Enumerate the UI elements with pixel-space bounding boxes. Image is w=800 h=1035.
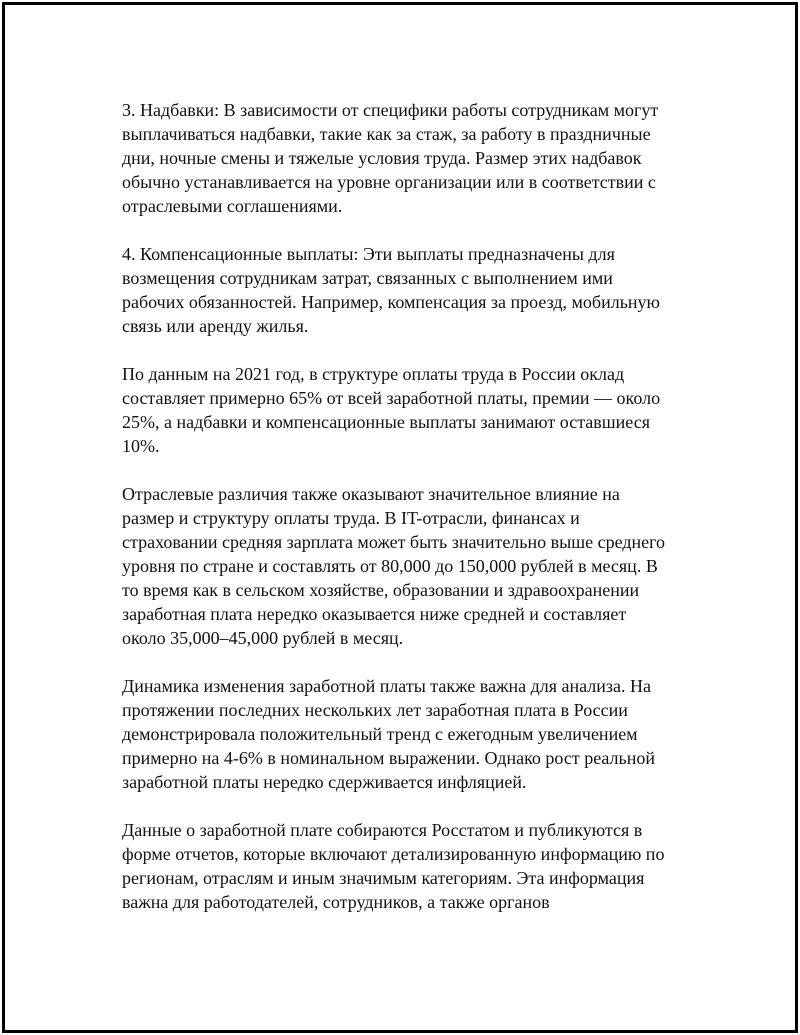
paragraph-wage-dynamics <box>122 674 682 794</box>
paragraph-data-sources <box>122 818 682 914</box>
text-line: Данные о заработной плате собираются Росстатом и публикуются в <box>122 820 643 840</box>
document-body <box>122 98 682 938</box>
text-line: форме отчетов, которые включают детализированную информацию по <box>122 844 665 864</box>
text-line: связь или аренду жилья. <box>122 316 309 336</box>
text-line: дни, ночные смены и тяжелые условия труда. Размер этих надбавок <box>122 148 642 168</box>
text-line: 10%. <box>122 436 160 456</box>
page-frame <box>2 2 798 1033</box>
text-line: примерно на 4-6% в номинальном выражении. Однако рост реальной <box>122 748 656 768</box>
text-line: 25%, а надбавки и компенсационные выплаты занимают оставшиеся <box>122 412 650 432</box>
text-line: страховании средняя зарплата может быть значительно выше среднего <box>122 532 666 552</box>
text-line: По данным на 2021 год, в структуре оплаты труда в России оклад <box>122 364 625 384</box>
text-line: заработной платы нередко сдерживается инфляцией. <box>122 772 527 792</box>
text-line: уровня по стране и составлять от 80,000 до 150,000 рублей в месяц. В <box>122 556 658 576</box>
text-line: заработная плата нередко оказывается ниже средней и составляет <box>122 604 627 624</box>
text-line: то время как в сельском хозяйстве, образовании и здравоохранении <box>122 580 640 600</box>
text-line: рабочих обязанностей. Например, компенсация за проезд, мобильную <box>122 292 660 312</box>
paragraph-allowances <box>122 98 682 218</box>
text-line: выплачиваться надбавки, такие как за стаж, за работу в праздничные <box>122 124 651 144</box>
text-line: регионам, отраслям и иным значимым категориям. Эта информация <box>122 868 645 888</box>
text-line: Динамика изменения заработной платы также важна для анализа. На <box>122 676 652 696</box>
text-line: Отраслевые различия также оказывают значительное влияние на <box>122 484 620 504</box>
text-line: обычно устанавливается на уровне организации или в соответствии с <box>122 172 656 192</box>
text-line: демонстрировала положительный тренд с ежегодным увеличением <box>122 724 638 744</box>
text-line: важна для работодателей, сотрудников, а также органов <box>122 892 550 912</box>
text-line: около 35,000–45,000 рублей в месяц. <box>122 628 404 648</box>
text-line: отраслевыми соглашениями. <box>122 196 343 216</box>
paragraph-industry-differences <box>122 482 682 650</box>
text-line: возмещения сотрудникам затрат, связанных с выполнением ими <box>122 268 613 288</box>
text-line: составляет примерно 65% от всей заработной платы, премии — около <box>122 388 661 408</box>
paragraph-compensation <box>122 242 682 338</box>
text-line: 4. Компенсационные выплаты: Эти выплаты предназначены для <box>122 244 615 264</box>
text-line: размер и структуру оплаты труда. В IT-отрасли, финансах и <box>122 508 580 528</box>
text-line: 3. Надбавки: В зависимости от специфики работы сотрудникам могут <box>122 100 659 120</box>
paragraph-pay-structure <box>122 362 682 458</box>
text-line: протяжении последних нескольких лет заработная плата в России <box>122 700 628 720</box>
